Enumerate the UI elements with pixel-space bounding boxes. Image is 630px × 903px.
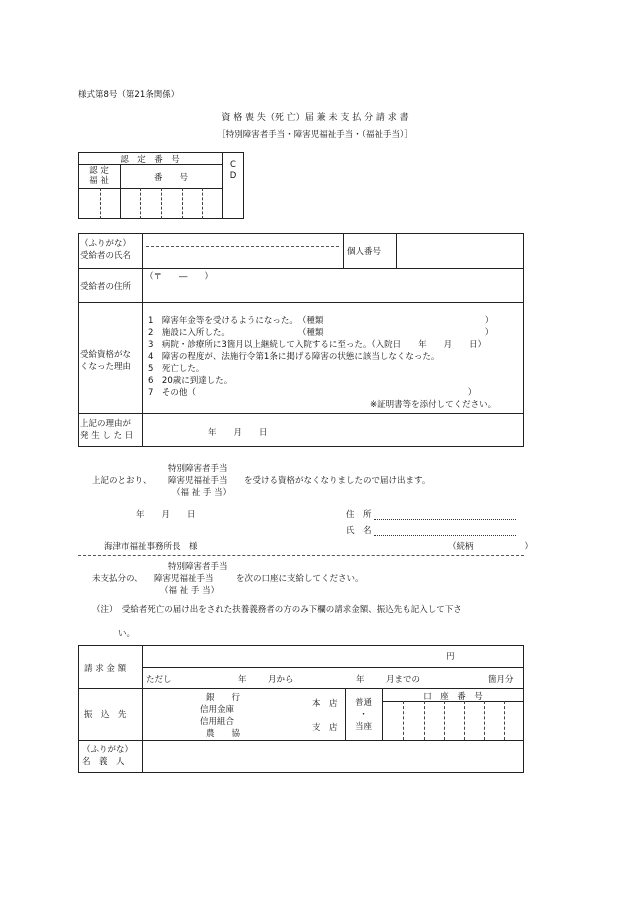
addressee: 海津市福祉事務所長 様 <box>104 542 198 552</box>
allowance-name: （福 祉 手 当） <box>172 488 232 498</box>
account-number-label: 口 座 番 号 <box>423 692 483 702</box>
account-type: 普通 ・ 当座 <box>354 698 372 732</box>
claim-note: （注） 受給者死亡の届け出をされた扶養義務者の方のみ下欄の請求金額、振込先も記入して下さ <box>92 605 462 615</box>
reason-item: 3 病院・診療所に3箇月以上継続して入院するに至った。（入院日 年 月 日） <box>148 340 487 350</box>
recipient-address-label: 受給者の住所 <box>80 282 132 292</box>
period-to: 月までの <box>386 675 421 685</box>
form-title: 資 格 喪 失（死 亡）届 兼 未 支 払 分 請 求 書 <box>221 113 409 123</box>
attachment-note: ※証明書等を添付してください。 <box>370 400 497 410</box>
postal-code: （〒 ― ） <box>145 272 214 282</box>
claim-note-continued: い。 <box>118 629 136 639</box>
declaration-date: 年 月 日 <box>136 510 196 520</box>
institution-nokyo: 農 協 <box>206 729 241 739</box>
reason-item: 6 20歳に到達した。 <box>148 376 233 386</box>
relationship: （続柄 ） <box>448 542 534 552</box>
form-number: 様式第8号（第21条関係） <box>78 90 180 100</box>
period-prefix: ただし <box>146 675 172 685</box>
cert-col-number: 番 号 <box>153 173 188 183</box>
reason-label: 受給資格がな くなった理由 <box>80 350 132 372</box>
allowance-name: 障害児福祉手当 <box>168 476 228 486</box>
cert-col-type: 認 定 福 祉 <box>89 166 109 186</box>
institution-kumiai: 信用組合 <box>200 717 235 727</box>
branch: 支 店 <box>312 723 338 733</box>
institution-bank: 銀 行 <box>206 693 241 703</box>
reason-item: 2 施設に入所した。 （種類 ） <box>148 328 494 338</box>
declaration-prefix: 上記のとおり、 <box>92 476 152 486</box>
form-subtitle: ［特別障害者手当・障害児福祉手当・（福祉手当）］ <box>217 130 413 140</box>
period-year: 年 <box>356 675 365 685</box>
cert-header: 認 定 番 号 <box>120 155 180 165</box>
reason-item: 7 その他（ ） <box>148 388 477 398</box>
reason-item: 4 障害の程度が、法施行令第1条に掲げる障害の状態に該当しなくなった。 <box>148 352 440 362</box>
occurrence-date-value: 年 月 日 <box>208 428 268 438</box>
allowance-name: 障害児福祉手当 <box>154 574 214 584</box>
allowance-name: （福 祉 手 当） <box>160 586 220 596</box>
main-branch: 本 店 <box>312 699 338 709</box>
account-holder-label: （ふりがな） 名 義 人 <box>82 745 134 767</box>
recipient-name-label: （ふりがな） 受給者の氏名 <box>80 239 132 261</box>
declarant-name-label: 氏 名 <box>346 526 372 536</box>
period-months: 箇月分 <box>488 675 514 685</box>
declaration-suffix: を受ける資格がなくなりましたので届け出ます。 <box>244 476 431 486</box>
cert-cd: C D <box>229 160 237 181</box>
period-from: 月から <box>268 675 294 685</box>
declarant-address-label: 住 所 <box>346 510 372 520</box>
claim-suffix: を次の口座に支給してください。 <box>236 574 364 584</box>
institution-shinkin: 信用金庫 <box>200 705 235 715</box>
yen-unit: 円 <box>446 652 455 662</box>
claim-amount-label: 請 求 金 額 <box>84 664 127 674</box>
occurrence-date-label: 上記の理由が 発 生 し た 日 <box>80 419 134 441</box>
reason-item: 5 死亡した。 <box>148 364 205 374</box>
personal-number-label: 個人番号 <box>347 247 382 257</box>
claim-prefix: 未支払分の、 <box>92 574 143 584</box>
period-year: 年 <box>238 675 247 685</box>
allowance-name: 特別障害者手当 <box>168 562 228 572</box>
reason-item: 1 障害年金等を受けるようになった。 （種類 ） <box>148 316 494 326</box>
transfer-label: 振 込 先 <box>84 710 127 720</box>
allowance-name: 特別障害者手当 <box>168 464 228 474</box>
